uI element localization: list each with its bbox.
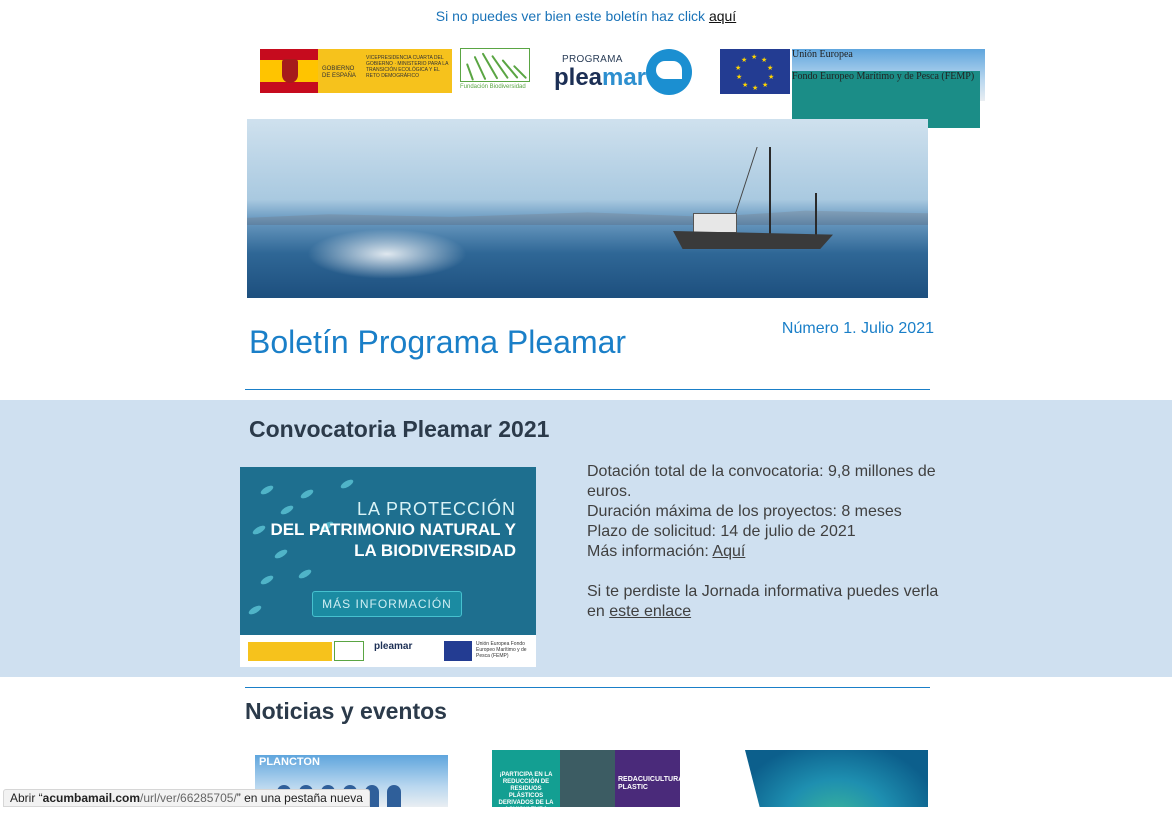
divider bbox=[245, 687, 930, 688]
status-suffix: ” en una pestaña nueva bbox=[236, 791, 363, 805]
fundacion-label: Fundación Biodiversidad bbox=[460, 84, 526, 90]
pleamar-wordmark-b: mar bbox=[602, 64, 647, 91]
status-prefix: Abrir “ bbox=[10, 791, 43, 805]
gobierno-mini-logo bbox=[248, 642, 332, 661]
wave-icon bbox=[646, 49, 692, 95]
divider bbox=[245, 389, 930, 390]
mas-info-label: Más información: bbox=[587, 543, 713, 560]
eu-subtitle: Fondo Europeo Marítimo y de Pesca (FEMP) bbox=[792, 71, 980, 128]
gobierno-label: GOBIERNO DE ESPAÑA bbox=[322, 66, 356, 79]
mas-info-line bbox=[587, 542, 947, 562]
fundacion-mini-logo bbox=[334, 641, 364, 661]
convocatoria-details bbox=[587, 462, 947, 622]
sponsor-logos bbox=[258, 44, 975, 98]
convocatoria-heading: Convocatoria Pleamar 2021 bbox=[249, 416, 550, 442]
hero-image-fishing-boat bbox=[247, 119, 928, 298]
convocatoria-banner[interactable] bbox=[240, 467, 536, 667]
banner-line1: LA PROTECCIÓN bbox=[356, 499, 516, 519]
eu-mini-label: Unión Europea Fondo Europeo Marítimo y de Pesca (FEMP) bbox=[476, 641, 527, 659]
eu-title: Unión Europea bbox=[792, 49, 985, 101]
view-online-link[interactable]: aquí bbox=[708, 8, 737, 24]
news-left-text: ¡PARTICIPA EN LA REDUCCIÓN DE RESIDUOS PLÁSTICOS DERIVADOS DE LA ACUICULTURA bbox=[498, 772, 554, 813]
ministerio-label: VICEPRESIDENCIA CUARTA DEL GOBIERNO · MINISTERIO PARA LA TRANSICIÓN ECOLÓGICA Y EL RETO DEMOGRÁFICO bbox=[366, 55, 449, 79]
view-online-text: Si no puedes ver bien este boletín haz click bbox=[435, 8, 706, 24]
grass-icon bbox=[460, 48, 530, 82]
jornada-link[interactable]: este enlace bbox=[609, 603, 692, 620]
pleamar-wordmark-a: plea bbox=[554, 64, 603, 91]
banner-line2: DEL PATRIMONIO NATURAL Y LA BIODIVERSIDAD bbox=[270, 520, 516, 560]
status-host: acumbamail.com bbox=[42, 791, 141, 805]
dotacion-text: Dotación total de la convocatoria: 9,8 millones de euros. bbox=[587, 463, 936, 500]
coat-of-arms-icon bbox=[282, 59, 298, 83]
pleamar-programa-label: PROGRAMA bbox=[562, 54, 623, 65]
jornada-text: Si te perdiste la Jornada informativa puedes verla en bbox=[587, 583, 939, 620]
pleamar-mini-logo: pleamar bbox=[374, 641, 413, 652]
fundacion-biodiversidad-logo bbox=[460, 48, 532, 94]
news-thumbnail-underwater[interactable] bbox=[745, 750, 928, 807]
eu-flag-icon: ★ ★ ★ ★ ★ ★ ★ ★ ★ ★ bbox=[720, 49, 790, 94]
browser-status-bar bbox=[3, 789, 370, 807]
mas-informacion-button[interactable]: MÁS INFORMACIÓN bbox=[312, 591, 462, 617]
eu-femp-logo bbox=[720, 49, 975, 95]
pleamar-wordmark bbox=[554, 64, 646, 92]
hero-sun-glare bbox=[307, 229, 467, 279]
news-thumbnail-acuicultura[interactable] bbox=[492, 750, 683, 813]
jornada-line bbox=[587, 582, 947, 622]
view-online-note bbox=[0, 8, 1172, 24]
pleamar-logo bbox=[554, 48, 696, 96]
status-path: /url/ver/66285705/ bbox=[140, 791, 237, 805]
news-tag: PLANCTON bbox=[259, 756, 320, 768]
gobierno-logo bbox=[260, 49, 452, 93]
eu-mini-flag-icon bbox=[444, 641, 472, 661]
boat-icon bbox=[673, 207, 833, 253]
convocatoria-section bbox=[0, 400, 1172, 677]
issue-number: Número 1. Julio 2021 bbox=[781, 320, 934, 337]
newsletter-title: Boletín Programa Pleamar bbox=[249, 324, 627, 360]
banner-sponsor-strip bbox=[240, 635, 536, 667]
news-heading: Noticias y eventos bbox=[245, 698, 447, 724]
news-right-text: REDACUICULTURA PLASTIC bbox=[618, 776, 683, 791]
plazo-text: Plazo de solicitud: 14 de julio de 2021 bbox=[587, 523, 856, 540]
mas-info-link[interactable]: Aquí bbox=[712, 543, 746, 560]
duracion-text: Duración máxima de los proyectos: 8 meses bbox=[587, 503, 902, 520]
